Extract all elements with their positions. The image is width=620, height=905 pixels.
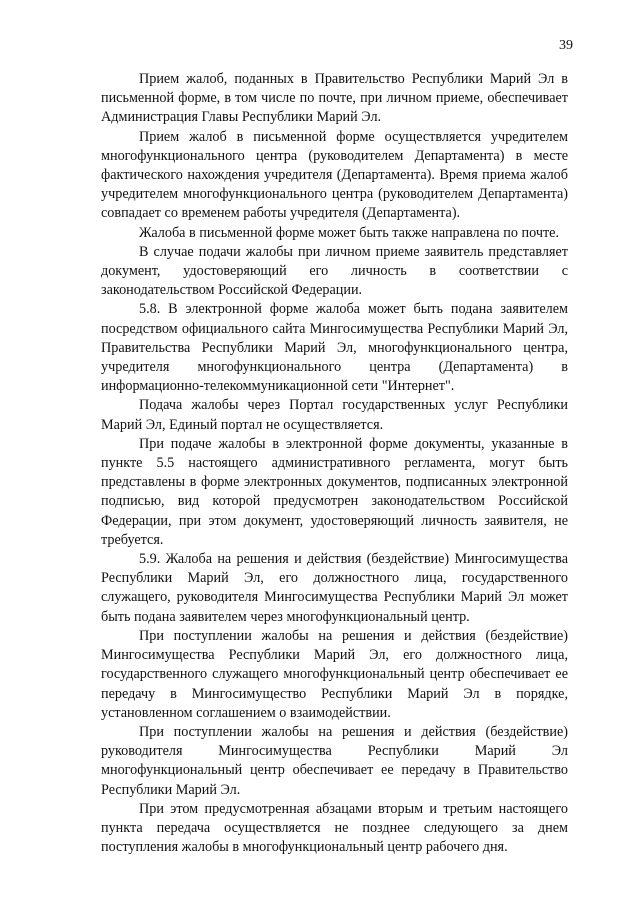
paragraph: В случае подачи жалобы при личном приеме заявитель представляет документ, удостоверяющий его личность в соответствии с законодательством Российской Федерации.: [101, 243, 568, 299]
paragraph: Прием жалоб, поданных в Правительство Республики Марий Эл в письменной форме, в том числе по почте, при личном приеме, обеспечивает Администрация Главы Республики Марий Эл.: [101, 71, 568, 126]
paragraph: 5.8. В электронной форме жалоба может быть подана заявителем посредством официального сайта Мингосимущества Республики Марий Эл, Правительства Республики Марий Эл, многофункционального центра, учредителя многофункционального центра (Департамента) в информационно-телекоммуникационной сети "Интернет".: [101, 301, 568, 395]
paragraph: Жалоба в письменной форме может быть также направлена по почте.: [139, 224, 560, 241]
document-body: [101, 70, 568, 857]
page-number: 39: [559, 38, 573, 53]
paragraph: При поступлении жалобы на решения и действия (бездействие) Мингосимущества Республики Марий Эл, его должностного лица, государственного служащего многофункциональный центр обеспечивает ее передачу в Мингосимущество Республики Марий Эл в порядке, установленном соглашением о взаимодействии.: [101, 627, 568, 721]
paragraph: При подаче жалобы в электронной форме документы, указанные в пункте 5.5 настоящего административного регламента, могут быть представлены в форме электронных документов, подписанных электронной подписью, вид которой предусмотрен законодательством Российской Федерации, при этом документ, удостоверяющий личность заявителя, не требуется.: [101, 435, 568, 548]
paragraph: Подача жалобы через Портал государственных услуг Республики Марий Эл, Единый портал не осуществляется.: [101, 397, 568, 433]
paragraph: 5.9. Жалоба на решения и действия (бездействие) Мингосимущества Республики Марий Эл, его должностного лица, государственного служащего, руководителя Мингосимущества Республики Марий Эл может быть подана заявителем через многофункциональный центр.: [101, 551, 568, 625]
paragraph: Прием жалоб в письменной форме осуществляется учредителем многофункционального центра (руководителем Департамента) в месте фактического нахождения учредителя (Департамента). Время приема жалоб учредителем многофункционального центра (руководителем Департамента) совпадает со временем работы учредителя (Департамента).: [101, 128, 568, 222]
paragraph: При этом предусмотренная абзацами вторым и третьим настоящего пункта передача осуществляется не позднее следующего за днем поступления жалобы в многофункциональный центр рабочего дня.: [101, 800, 568, 856]
paragraph: При поступлении жалобы на решения и действия (бездействие) руководителя Мингосимущества Республики Марий Эл многофункциональный центр обеспечивает ее передачу в Правительство Республики Марий Эл.: [101, 723, 568, 798]
